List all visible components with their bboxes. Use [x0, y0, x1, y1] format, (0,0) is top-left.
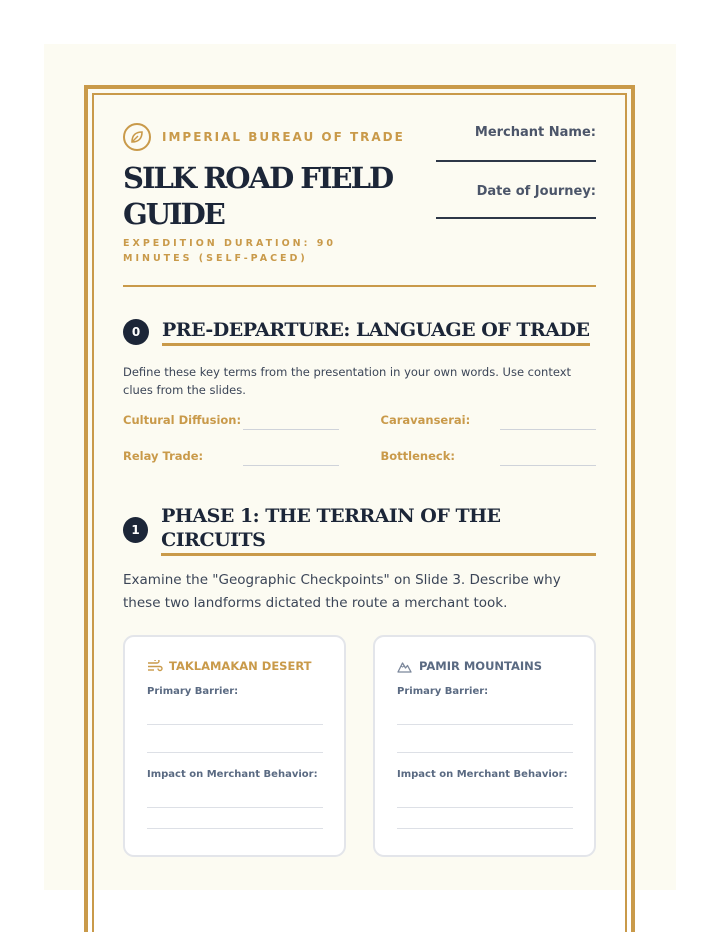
- vocab-answer-field[interactable]: [243, 429, 339, 430]
- merchant-name-field[interactable]: [436, 160, 596, 162]
- card-pamir-mountains: [373, 635, 596, 857]
- vocab-term: Caravanserai:: [380, 413, 471, 427]
- bureau-name: IMPERIAL BUREAU OF TRADE: [162, 130, 405, 144]
- vocab-item-bottleneck: [381, 449, 597, 469]
- worksheet-header: [123, 118, 596, 288]
- card-title: PAMIR MOUNTAINS: [419, 659, 543, 673]
- section-title: PRE-DEPARTURE: LANGUAGE OF TRADE: [162, 318, 590, 346]
- merchant-impact-line-2[interactable]: [397, 828, 573, 829]
- worksheet-content: [123, 118, 596, 780]
- primary-barrier-line-1[interactable]: [397, 724, 573, 725]
- section-description: Examine the "Geographic Checkpoints" on Slide 3. Describe why these two landforms dictated the route a merchant took.: [123, 572, 561, 611]
- vocab-term: Relay Trade:: [123, 449, 204, 463]
- vocab-answer-field[interactable]: [243, 465, 339, 466]
- vocab-item-relay-trade: [123, 449, 339, 469]
- bureau-logo: [123, 123, 405, 151]
- section-header: [123, 504, 596, 556]
- primary-barrier-line-1[interactable]: [147, 724, 323, 725]
- vocab-answer-field[interactable]: [500, 465, 596, 466]
- leaf-icon: [123, 123, 151, 151]
- mountain-icon: [397, 659, 413, 673]
- section-title: PHASE 1: THE TERRAIN OF THE CIRCUITS: [161, 504, 596, 556]
- terrain-cards: [123, 635, 596, 857]
- vocab-term: Cultural Diffusion:: [123, 413, 242, 427]
- merchant-impact-label: Impact on Merchant Behavior:: [147, 769, 318, 780]
- section-header: [123, 318, 596, 346]
- card-title: TAKLAMAKAN DESERT: [169, 659, 312, 673]
- section-number-badge: 0: [123, 319, 149, 345]
- primary-barrier-label: Primary Barrier:: [147, 686, 239, 697]
- primary-barrier-line-2[interactable]: [147, 752, 323, 753]
- wind-icon: [147, 659, 163, 673]
- card-header: [397, 659, 573, 673]
- expedition-duration: EXPEDITION DURATION: 90 MINUTES (SELF-PACED): [123, 238, 336, 264]
- section-description: Define these key terms from the presentation in your own words. Use context clues from the slides.: [123, 365, 572, 397]
- merchant-impact-line-1[interactable]: [397, 807, 573, 808]
- student-info: [436, 125, 596, 241]
- page-title: SILK ROAD FIELD GUIDE: [123, 161, 393, 231]
- merchant-impact-label: Impact on Merchant Behavior:: [397, 769, 568, 780]
- primary-barrier-label: Primary Barrier:: [397, 686, 489, 697]
- section-phase-1: [123, 504, 596, 857]
- merchant-impact-line-1[interactable]: [147, 807, 323, 808]
- vocab-term: Bottleneck:: [380, 449, 455, 463]
- merchant-impact-line-2[interactable]: [147, 828, 323, 829]
- primary-barrier-line-2[interactable]: [397, 752, 573, 753]
- journey-date-label: Date of Journey:: [476, 184, 596, 199]
- section-pre-departure: [123, 318, 596, 469]
- vocab-answer-field[interactable]: [500, 429, 596, 430]
- merchant-name-label: Merchant Name:: [474, 125, 596, 140]
- section-number-badge: 1: [123, 517, 148, 543]
- card-taklamakan-desert: [123, 635, 346, 857]
- vocab-item-caravanserai: [381, 413, 597, 433]
- journey-date-field[interactable]: [436, 217, 596, 219]
- header-divider: [123, 285, 596, 287]
- vocabulary-grid: [123, 413, 596, 469]
- vocab-item-cultural-diffusion: [123, 413, 339, 433]
- card-header: [147, 659, 323, 673]
